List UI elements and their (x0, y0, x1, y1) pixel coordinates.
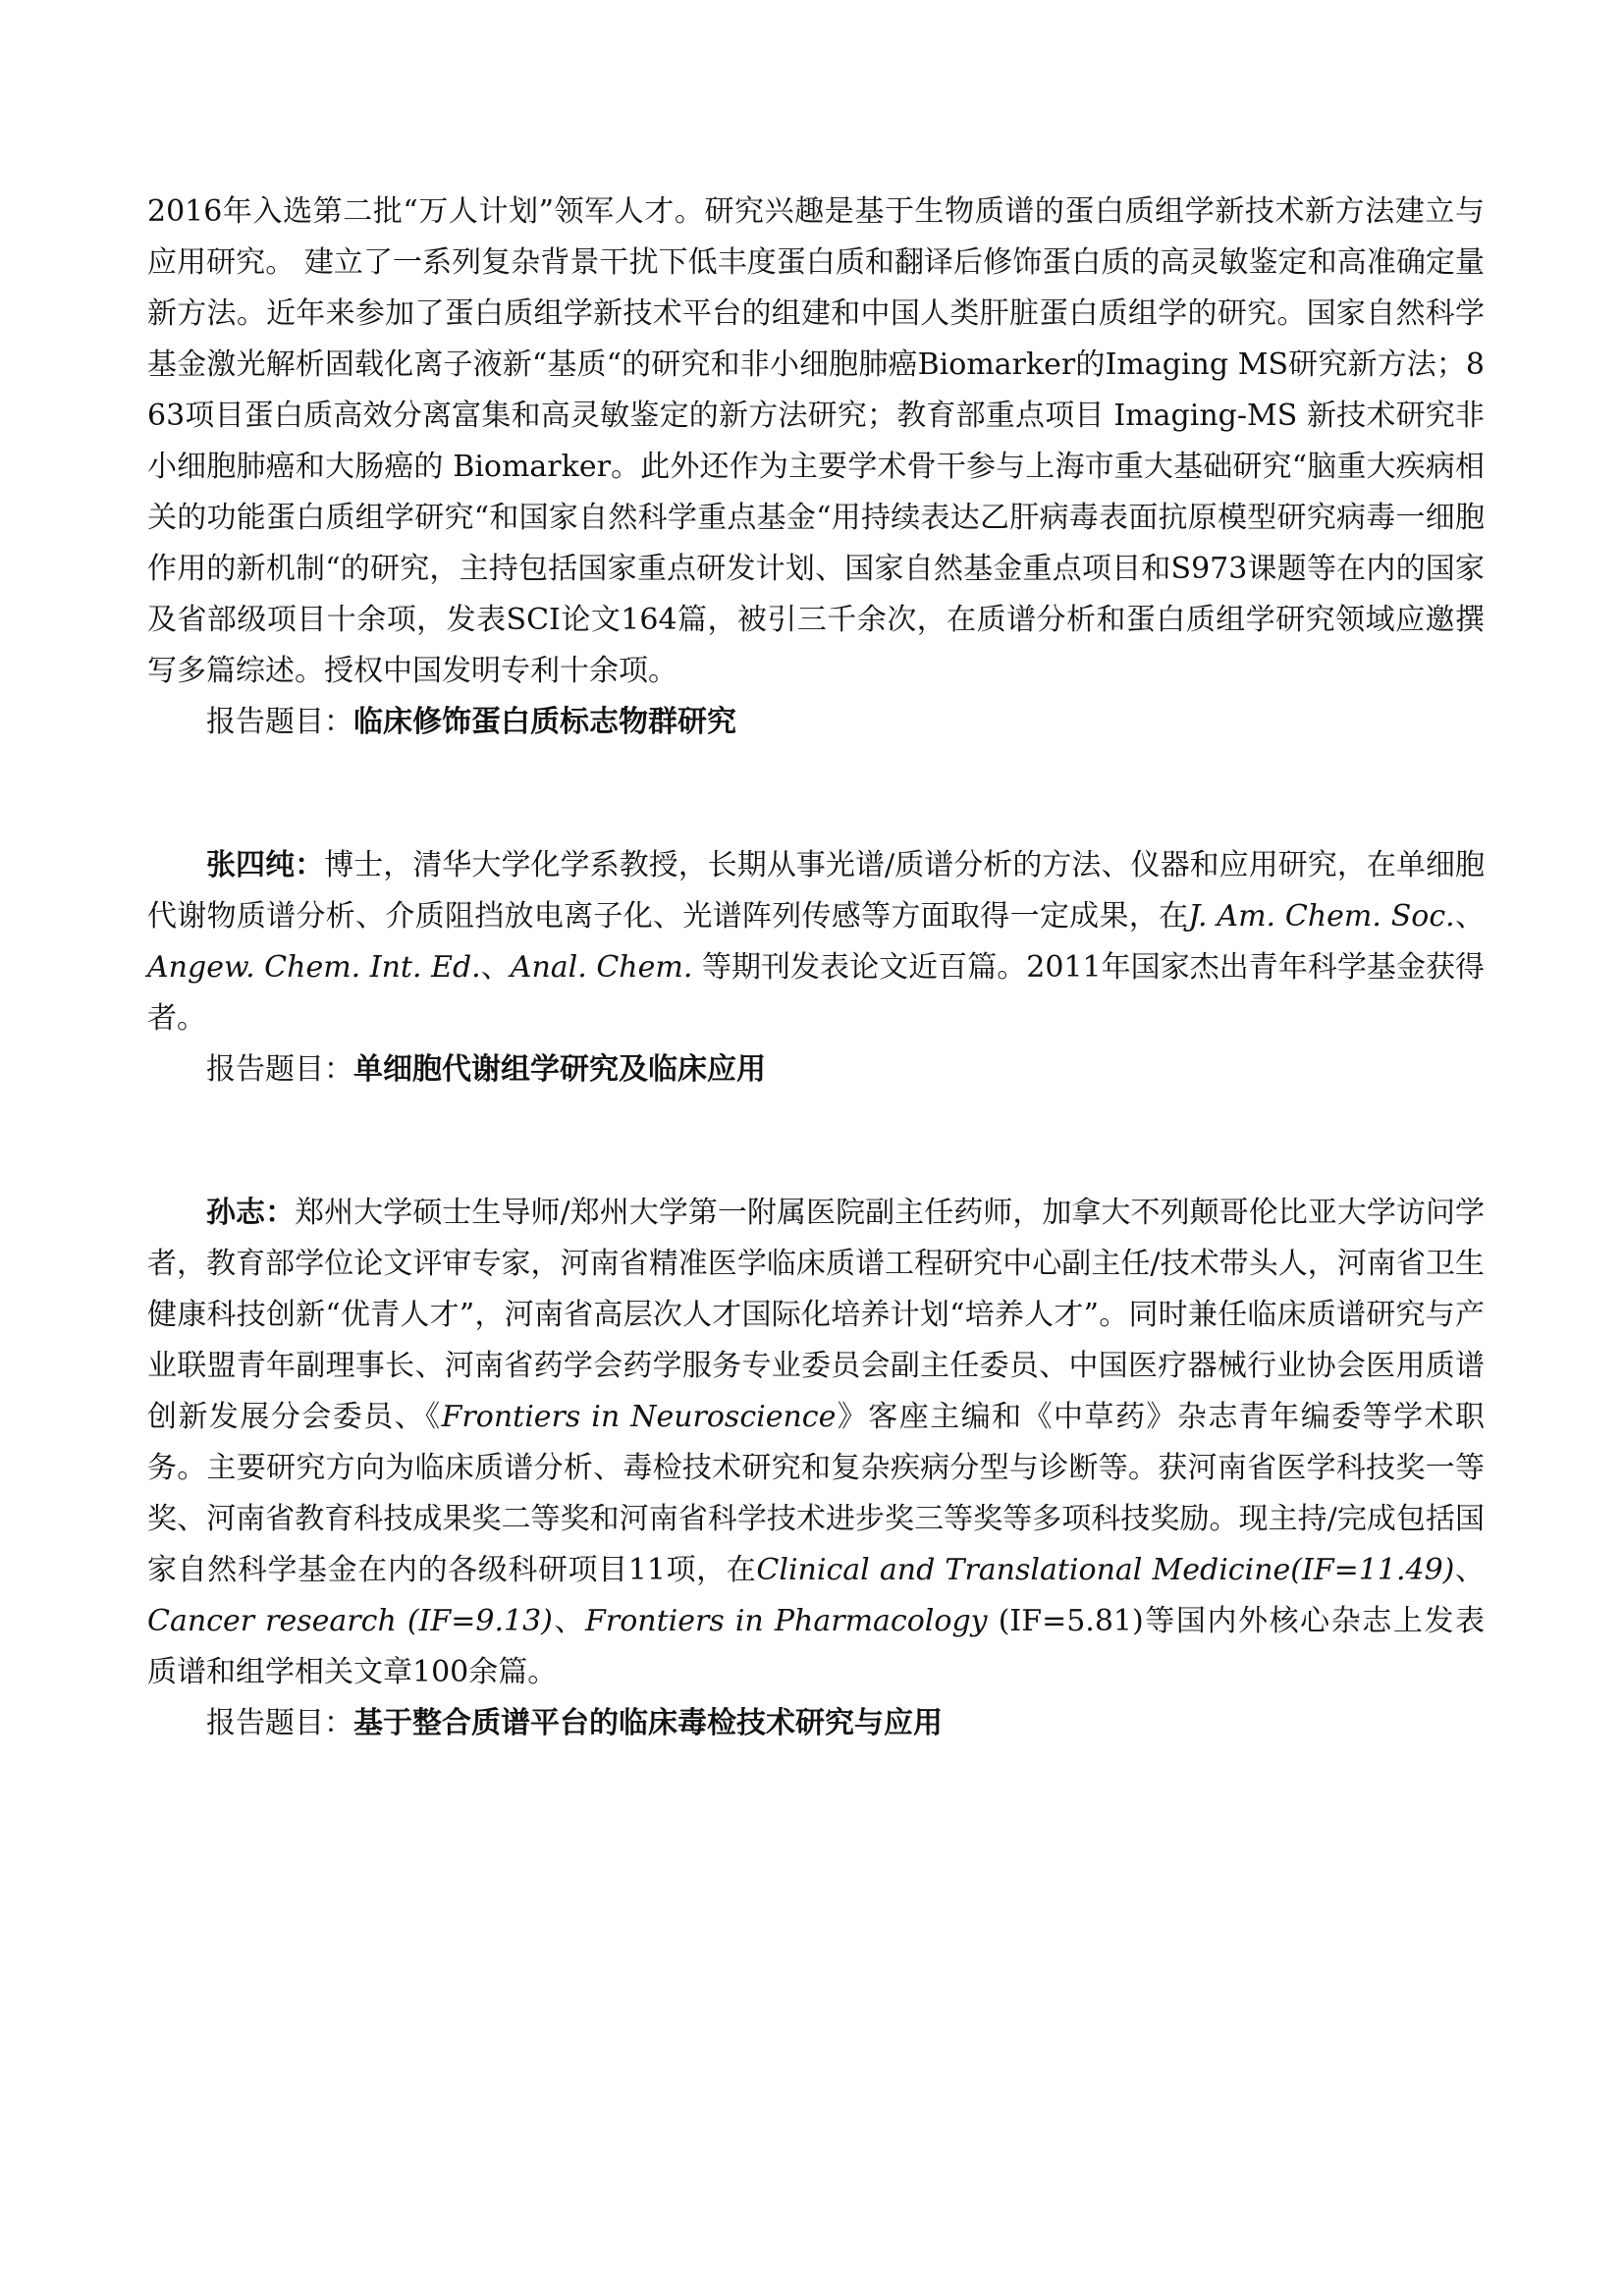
speaker-name: 张四纯： (206, 848, 325, 882)
report-label: 报告题目： (206, 1706, 353, 1740)
bio-text: 郑州大学硕士生导师/郑州大学第一附属医院副主任药师，加拿大不列颠哥伦比亚大学访问学者，教育部学位论文评审专家，河南省精准医学临床质谱工程研究中心副主任/技术带头人，河南省卫生健康科技创新“优青人才”，河南省高层次人才国际化培养计划“培养人才”。同时兼任临床质谱研究与产业联盟青年副理事长、河南省药学会药学服务专业委员会副主任委员、中国医疗器械行业协会医用质谱创新发展分会委员、《 (147, 1196, 1486, 1434)
bio-paragraph-1: 2016年入选第二批“万人计划”领军人才。研究兴趣是基于生物质谱的蛋白质组学新技术新方法建立与应用研究。 建立了一系列复杂背景干扰下低丰度蛋白质和翻译后修饰蛋白质的高灵敏鉴定和高准确定量新方法。近年来参加了蛋白质组学新技术平台的组建和中国人类肝脏蛋白质组学的研究。国家自然科学基金激光解析固载化离子液新“基质“的研究和非小细胞肺癌Biomarker的Imaging MS研究新方法；863项目蛋白质高效分离富集和高灵敏鉴定的新方法研究；教育部重点项目 Imaging-MS 新技术研究非小细胞肺癌和大肠癌的 Biomarker。此外还作为主要学术骨干参与上海市重大基础研究“脑重大疾病相关的功能蛋白质组学研究“和国家自然科学重点基金“用持续表达乙肝病毒表面抗原模型研究病毒一细胞作用的新机制“的研究，主持包括国家重点研发计划、国家自然基金重点项目和S973课题等在内的国家及省部级项目十余项，发表SCI论文164篇，被引三千余次，在质谱分析和蛋白质组学研究领域应邀撰写多篇综述。授权中国发明专利十余项。 (147, 194, 1485, 688)
bio-paragraph-3 (147, 1188, 1485, 1698)
bio-paragraph-2 (147, 840, 1485, 1044)
separator: 、 (1454, 899, 1485, 934)
report-line-2 (147, 1044, 1485, 1095)
document-page (147, 187, 1485, 1749)
bio-text: (IF=5.81)等国内外核心杂志上发表质谱和组学相关文章100余篇。 (147, 1604, 1486, 1689)
report-line-1 (147, 697, 1485, 748)
report-label: 报告题目： (206, 1052, 353, 1087)
report-label: 报告题目： (206, 705, 353, 739)
journal-name: Frontiers in Neuroscience (441, 1400, 837, 1434)
journal-name: Anal. Chem. (510, 950, 693, 985)
report-title: 基于整合质谱平台的临床毒检技术研究与应用 (353, 1706, 943, 1740)
separator: 、 (480, 950, 511, 985)
bio-text: 等期刊发表论文近百篇。2011年国家杰出青年科学基金获得者。 (147, 950, 1486, 1036)
report-line-3 (147, 1698, 1485, 1749)
spacer (147, 748, 1485, 840)
separator: 、 (552, 1604, 586, 1638)
speaker-name: 孙志： (206, 1196, 296, 1230)
journal-name: Angew. Chem. Int. Ed. (147, 950, 481, 985)
journal-name: Cancer research (IF=9.13) (147, 1604, 553, 1638)
journal-name: Clinical and Translational Medicine(IF=11.49) (756, 1553, 1455, 1587)
report-title: 单细胞代谢组学研究及临床应用 (353, 1052, 766, 1087)
journal-name: J. Am. Chem. Soc. (1188, 899, 1455, 934)
bio-text: 博士，清华大学化学系教授，长期从事光谱/质谱分析的方法、仪器和应用研究，在单细胞代谢物质谱分析、介质阻挡放电离子化、光谱阵列传感等方面取得一定成果，在 (147, 848, 1486, 934)
bio-text: 》客座主编和《中草药》杂志青年编委等学术职务。主要研究方向为临床质谱分析、毒检技术研究和复杂疾病分型与诊断等。获河南省医学科技奖一等奖、河南省教育科技成果奖二等奖和河南省科学技术进步奖三等奖等多项科技奖励。现主持/完成包括国家自然科学基金在内的各级科研项目11项，在 (147, 1400, 1486, 1587)
separator: 、 (1454, 1553, 1485, 1587)
journal-name: Frontiers in Pharmacology (585, 1604, 988, 1638)
report-title: 临床修饰蛋白质标志物群研究 (353, 705, 736, 739)
spacer (147, 1095, 1485, 1188)
